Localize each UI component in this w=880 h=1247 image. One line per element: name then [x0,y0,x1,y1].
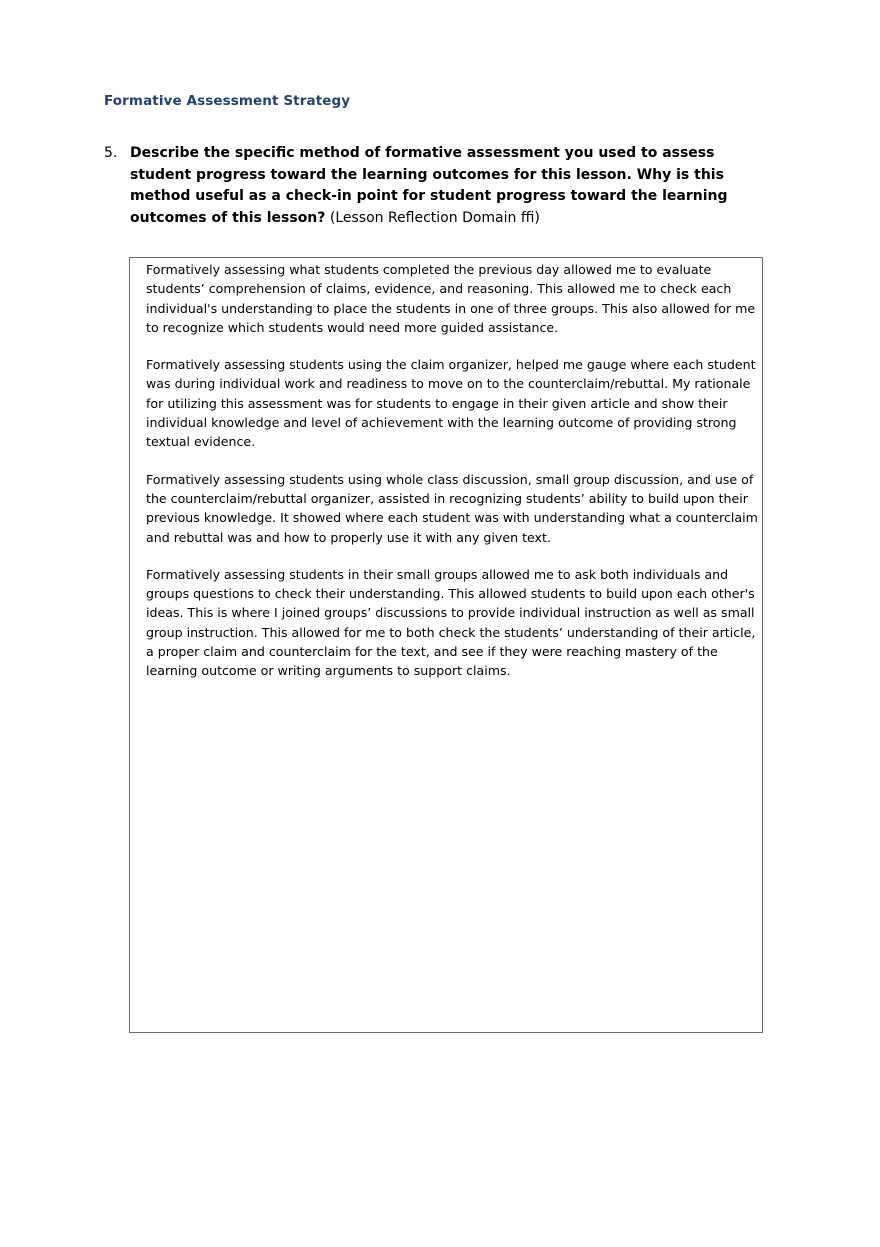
answer-paragraph: Formatively assessing students using whole class discussion, small group discussion, and use of the counterclaim/rebuttal organizer, assisted in recognizing students’ ability to build upon their previous knowledge. It showed where each student was with understanding what a counterclaim and rebuttal was and how to properly use it with any given text. [146,471,758,545]
question-text [130,143,774,229]
answer-text-box [129,257,763,1033]
question-prompt: Describe the specific method of formative assessment you used to assess student progress toward the learning outcomes for this lesson. Why is this method useful as a check-in point for student progress toward the learning outcomes of this lesson? [130,145,728,226]
question-number: 5. [104,145,118,161]
question-block [104,143,774,229]
answer-paragraph: Formatively assessing what students completed the previous day allowed me to evaluate students’ comprehension of claims, evidence, and reasoning. This allowed me to check each individual's understanding to place the students in one of three groups. This also allowed for me to recognize which students would need more guided assistance. [146,262,756,335]
question-domain-reference: (Lesson Reflection Domain ffi) [325,209,540,226]
answer-paragraph: Formatively assessing students using the claim organizer, helped me gauge where each student was during individual work and readiness to move on to the counterclaim/rebuttal. My rationale for utilizing this assessment was for students to engage in their given article and show their individual knowledge and level of achievement with the learning outcome of providing strong textual evidence. [146,357,756,450]
section-heading: Formative Assessment Strategy [104,93,351,109]
answer-paragraph: Formatively assessing students in their small groups allowed me to ask both individuals and groups questions to check their understanding. This allowed students to build upon each other's ideas. This is where I joined groups’ discussions to provide individual instruction as well as small group instruction. This allowed for me to both check the students’ understanding of their article, a proper claim and counterclaim for the text, and see if they were reaching mastery of the learning outcome or writing arguments to support claims. [146,566,756,679]
